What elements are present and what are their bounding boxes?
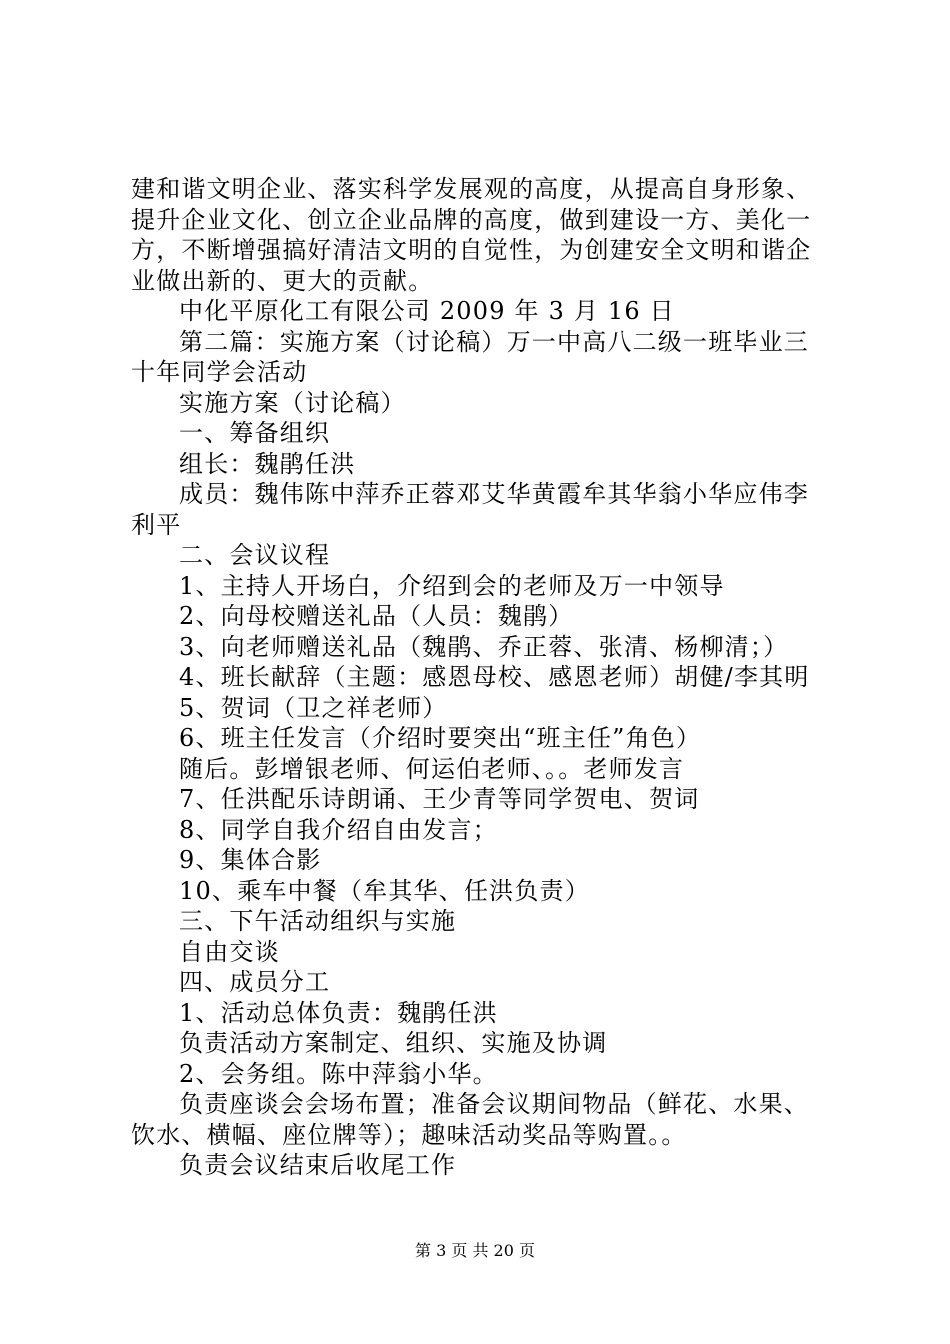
- text-line: 建和谐文明企业、落实科学发展观的高度，从提高自身形象、: [131, 175, 812, 203]
- text-line: 方，不断增强搞好清洁文明的自觉性，为创建安全文明和谐企: [131, 236, 812, 264]
- text-line: 1、主持人开场白，介绍到会的老师及万一中领导: [179, 571, 725, 600]
- text-line: 实施方案（讨论稿）: [179, 388, 406, 417]
- text-line: 四、成员分工: [179, 968, 331, 996]
- text-line: 第二篇：实施方案（讨论稿）万一中高八二级一班毕业三: [179, 327, 809, 356]
- text-line: 负责会议结束后收尾工作: [179, 1151, 457, 1179]
- text-line: 8、同学自我介绍自由发言；: [179, 815, 498, 844]
- text-line: 负责活动方案制定、组织、实施及协调: [179, 1029, 608, 1057]
- text-line: 6、班主任发言（介绍时要突出“班主任”角色）: [179, 724, 702, 752]
- text-line: 中化平原化工有限公司 2009 年 3 月 16 日: [179, 297, 675, 325]
- text-line: 业做出新的、更大的贡献。: [131, 266, 434, 295]
- text-line: 三、下午活动组织与实施: [179, 907, 457, 935]
- text-line: 一、筹备组织: [179, 419, 331, 447]
- text-line: 3、向老师赠送礼品（魏鹃、乔正蓉、张清、杨柳清；）: [179, 632, 789, 661]
- document-body: [131, 174, 831, 1181]
- text-line: 饮水、横幅、座位牌等）；趣味活动奖品等购置。。: [131, 1120, 687, 1149]
- text-line: 9、集体合影: [179, 846, 322, 874]
- text-line: 负责座谈会会场布置；准备会议期间物品（鲜花、水果、: [179, 1090, 809, 1118]
- text-line: 7、任洪配乐诗朗诵、王少青等同学贺电、贺词: [179, 785, 700, 813]
- text-line: 2、会务组。陈中萍翁小华。: [179, 1059, 498, 1088]
- text-line: 二、会议议程: [179, 541, 331, 569]
- text-line: 随后。彭增银老师、何运伯老师、。。老师发言: [179, 754, 685, 783]
- text-line: 10、乘车中餐（牟其华、任洪负责）: [179, 876, 590, 905]
- page-footer: 第 3 页 共 20 页: [415, 1241, 535, 1260]
- text-line: 组长：魏鹃任洪: [179, 449, 356, 478]
- text-line: 十年同学会活动: [131, 358, 308, 386]
- text-line: 5、贺词（卫之祥老师）: [179, 693, 448, 722]
- text-line: 自由交谈: [179, 937, 280, 966]
- text-line: 1、活动总体负责：魏鹃任洪: [179, 998, 498, 1027]
- text-line: 成员：魏伟陈中萍乔正蓉邓艾华黄霞牟其华翁小华应伟李: [179, 480, 809, 508]
- text-line: 4、班长献辞（主题：感恩母校、感恩老师）胡健/李其明: [179, 663, 810, 691]
- text-line: 提升企业文化、创立企业品牌的高度，做到建设一方、美化一: [131, 205, 812, 234]
- text-line: 2、向母校赠送礼品（人员：魏鹃）: [179, 602, 574, 630]
- text-line: 利平: [131, 510, 182, 539]
